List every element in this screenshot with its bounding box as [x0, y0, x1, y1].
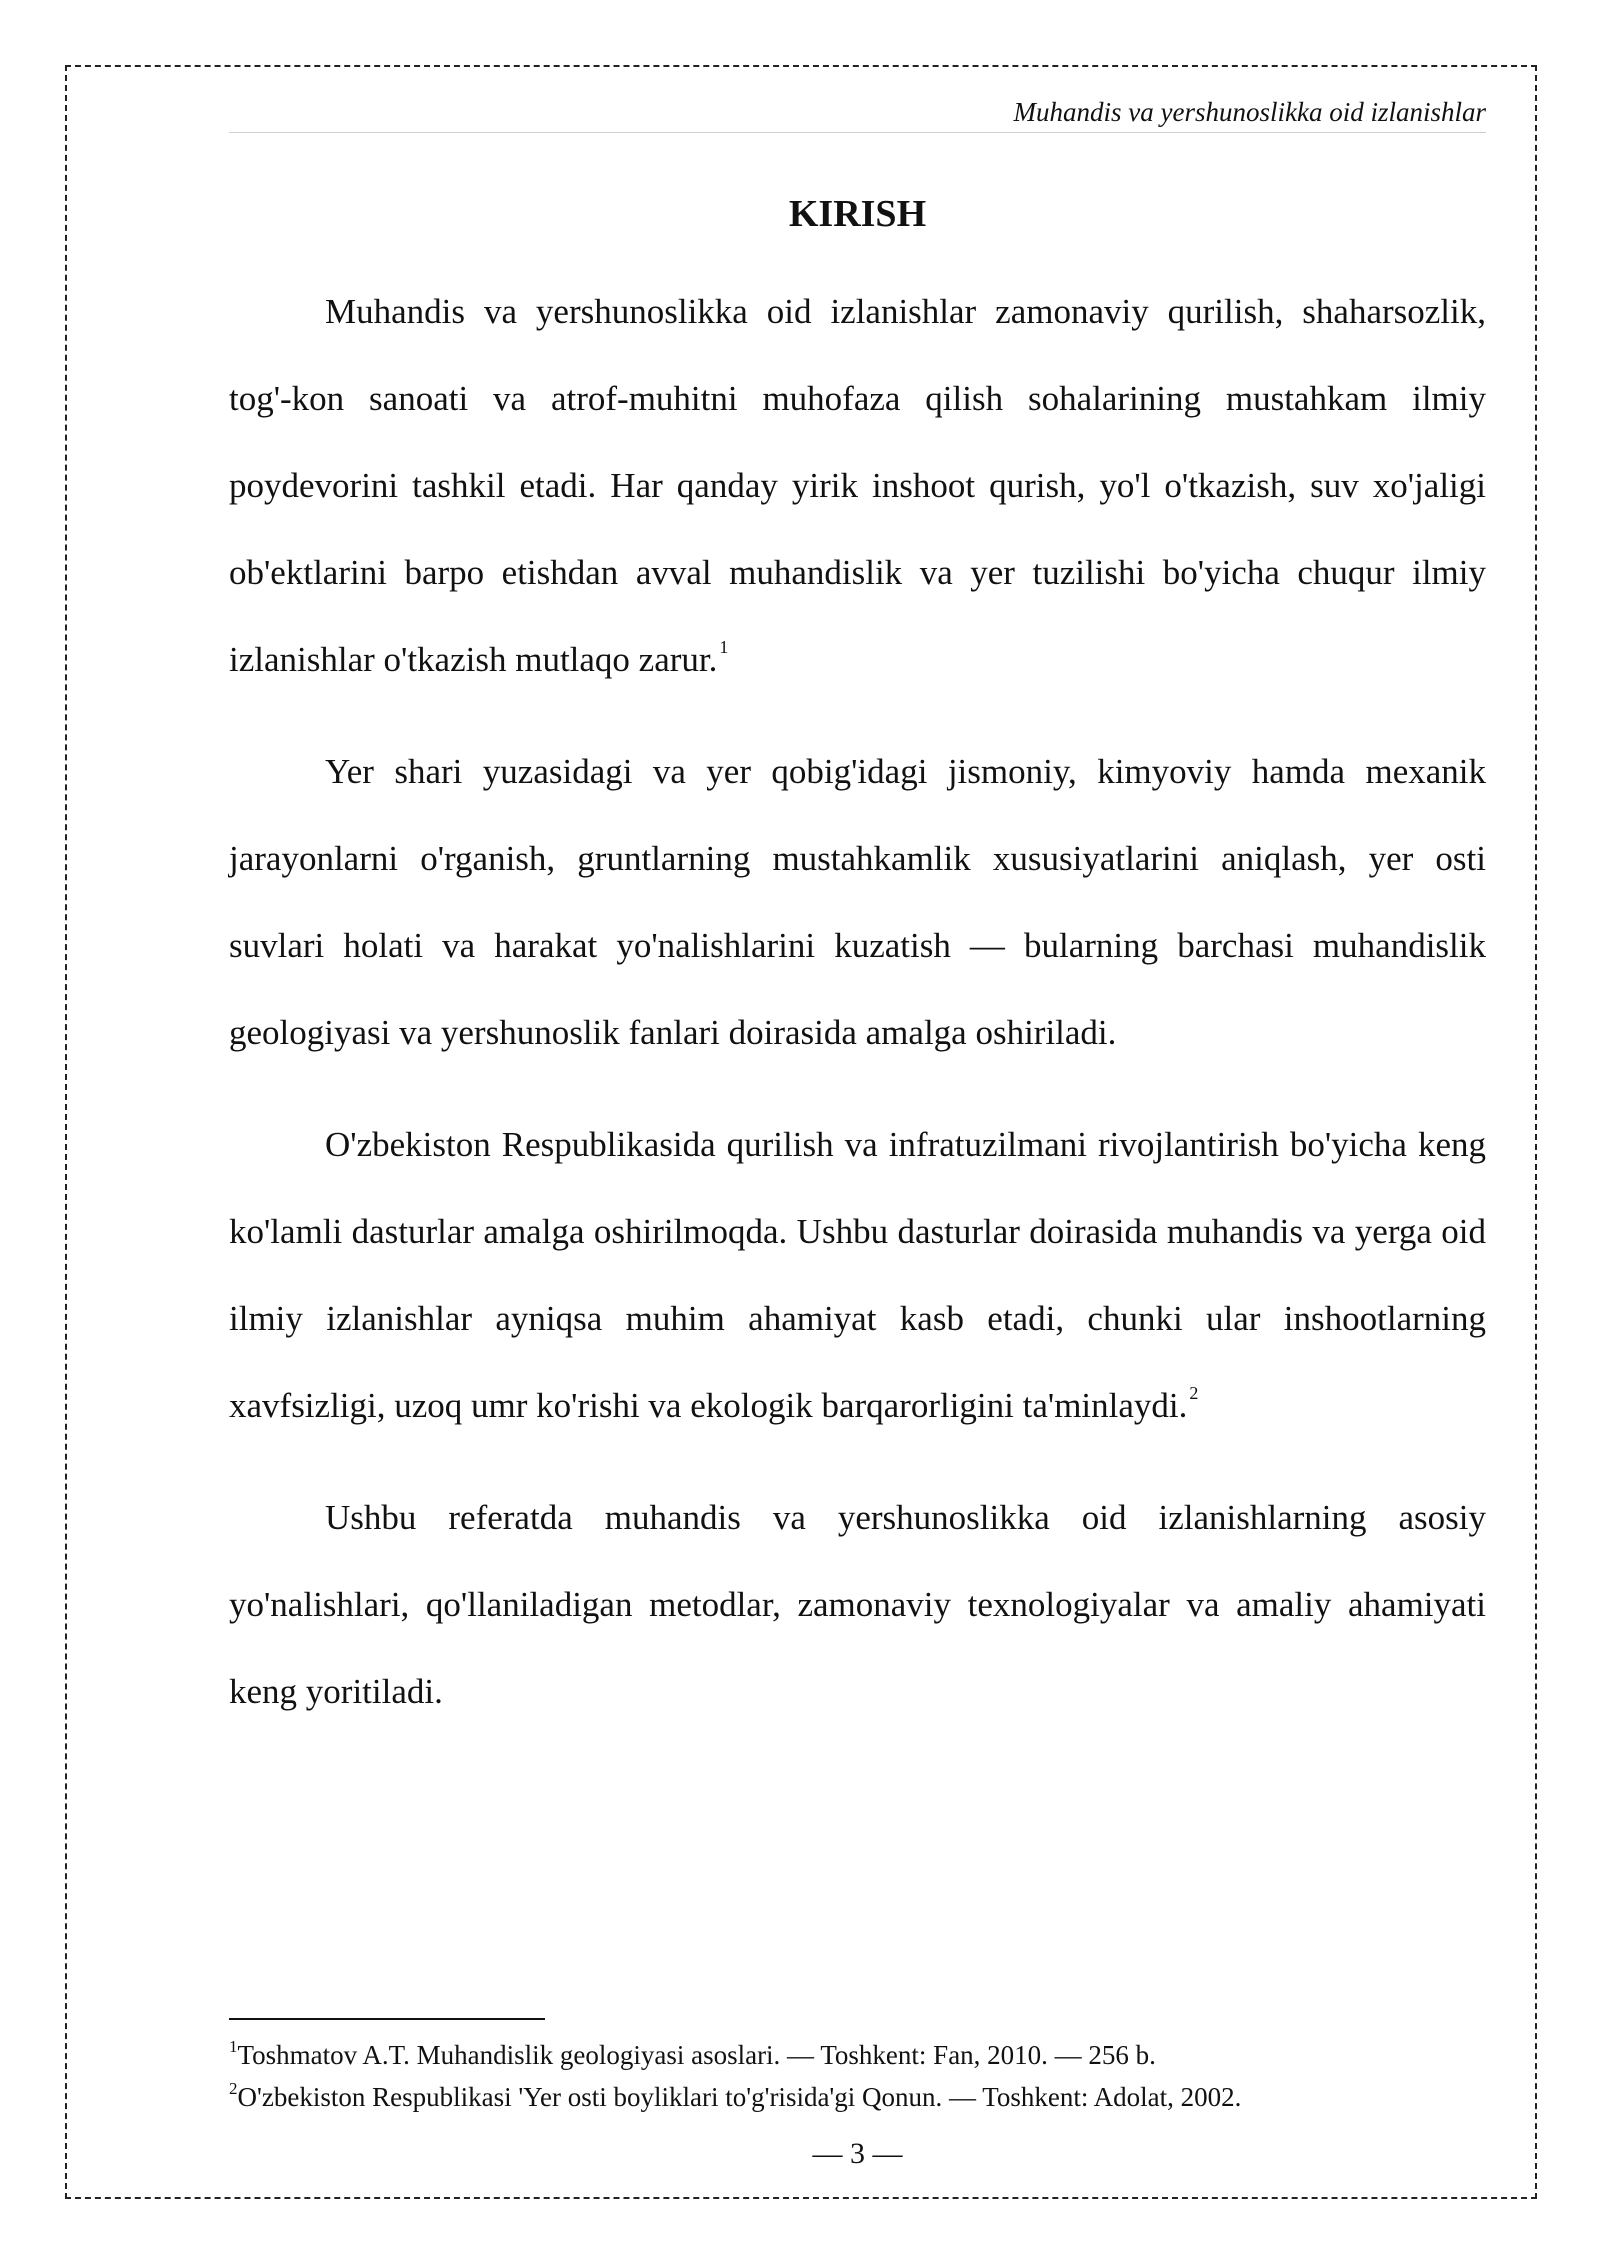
footnote-ref-2[interactable]: 2	[1189, 1383, 1199, 1403]
footnote-2-text: O'zbekiston Respublikasi 'Yer osti boyliklari to'g'risida'gi Qonun. — Toshkent: Adolat, 2002.	[237, 2082, 1242, 2112]
paragraph-4-text: Ushbu referatda muhandis va yershunoslikka oid izlanishlarning asosiy yo'nalishlari, qo'llaniladigan metodlar, zamonaviy texnologiyalar va amaliy ahamiyati keng yoritiladi.	[229, 1498, 1486, 1711]
paragraph-2	[229, 728, 1486, 1076]
footnote-marker-2: 2	[229, 2079, 238, 2098]
page-number: — 3 —	[812, 2137, 903, 2170]
page-title: KIRISH	[788, 193, 927, 235]
footnote-separator	[229, 2018, 545, 2020]
paragraph-3-text: O'zbekiston Respublikasida qurilish va infratuzilmani rivojlantirish bo'yicha keng ko'lamli dasturlar amalga oshirilmoqda. Ushbu dasturlar doirasida muhandis va yerga oid ilmiy izlanishlar ayniqsa muhim ahamiyat kasb etadi, chunki ular inshootlarning xavfsizligi, uzoq umr ko'rishi va ekologik barqarorligini ta'minlaydi.	[229, 1125, 1486, 1425]
running-header: Muhandis va yershunoslikka oid izlanishlar	[229, 92, 1486, 133]
body-text	[229, 268, 1486, 1760]
footnote-2	[229, 2076, 1486, 2118]
footnote-ref-1[interactable]: 1	[719, 637, 729, 657]
paragraph-1-text: Muhandis va yershunoslikka oid izlanishlar zamonaviy qurilish, shaharsozlik, tog'-kon sanoati va atrof-muhitni muhofaza qilish sohalarining mustahkam ilmiy poydevorini tashkil etadi. Har qanday yirik inshoot qurish, yo'l o'tkazish, suv xo'jaligi ob'ektlarini barpo etishdan avval muhandislik va yer tuzilishi bo'yicha chuqur ilmiy izlanishlar o'tkazish mutlaqo zarur.	[229, 292, 1486, 679]
paragraph-1	[229, 268, 1486, 703]
footnotes	[229, 2034, 1486, 2118]
paragraph-2-text: Yer shari yuzasidagi va yer qobig'idagi jismoniy, kimyoviy hamda mexanik jarayonlarni o'rganish, gruntlarning mustahkamlik xususiyatlarini aniqlash, yer osti suvlari holati va harakat yo'nalishlarini kuzatish — bularning barchasi muhandislik geologiyasi va yershunoslik fanlari doirasida amalga oshiriladi.	[229, 752, 1486, 1052]
footnote-1	[229, 2034, 1486, 2076]
paragraph-4	[229, 1474, 1486, 1735]
footnote-marker-1: 1	[229, 2037, 238, 2056]
paragraph-3	[229, 1101, 1486, 1449]
footnote-1-text: Toshmatov A.T. Muhandislik geologiyasi asoslari. — Toshkent: Fan, 2010. — 256 b.	[237, 2040, 1156, 2070]
